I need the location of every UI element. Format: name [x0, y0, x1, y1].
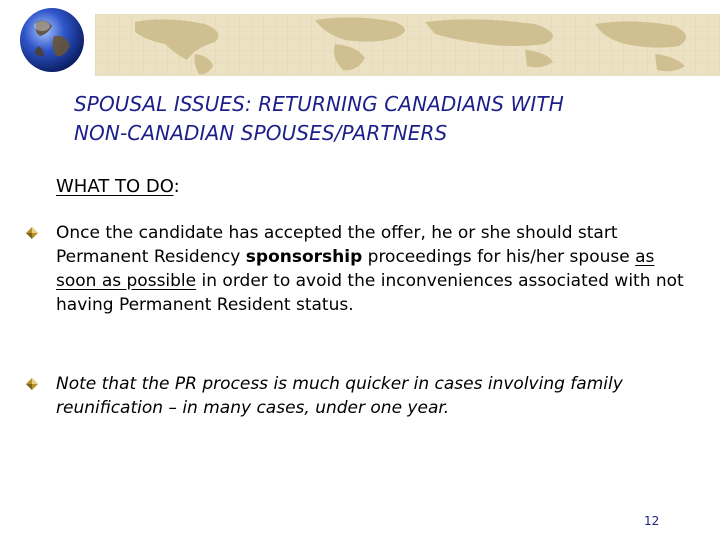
diamond-bullet-icon	[26, 378, 38, 390]
bullet-1-underline: as soon as possible	[56, 247, 655, 291]
section-heading	[56, 175, 180, 199]
title-line-2: NON-CANADIAN SPOUSES/PARTNERS	[74, 121, 448, 145]
slide-title	[74, 90, 704, 148]
bullet-2: Note that the PR process is much quicker in cases involving family reunification – in many cases, under one year.	[56, 374, 623, 418]
header-world-map-banner	[95, 14, 720, 76]
section-heading-colon: :	[173, 176, 180, 197]
globe-icon	[18, 6, 86, 74]
section-heading-text: WHAT TO DO	[56, 176, 174, 197]
title-line-1: SPOUSAL ISSUES: RETURNING CANADIANS WITH	[74, 92, 564, 116]
diamond-bullet-icon	[26, 227, 38, 239]
page-number: 12	[644, 514, 660, 528]
bullet-1-text-c: in order to avoid the inconveniences associated with not having Permanent Resident status.	[56, 271, 684, 315]
bullet-1-bold: sponsorship	[245, 247, 363, 267]
bullet-1-text-b: proceedings for his/her spouse	[362, 247, 636, 267]
bullet-1	[56, 221, 696, 317]
bullet-1-text-a: Once the candidate has accepted the offer, he or she should start Permanent Residency	[56, 223, 618, 267]
